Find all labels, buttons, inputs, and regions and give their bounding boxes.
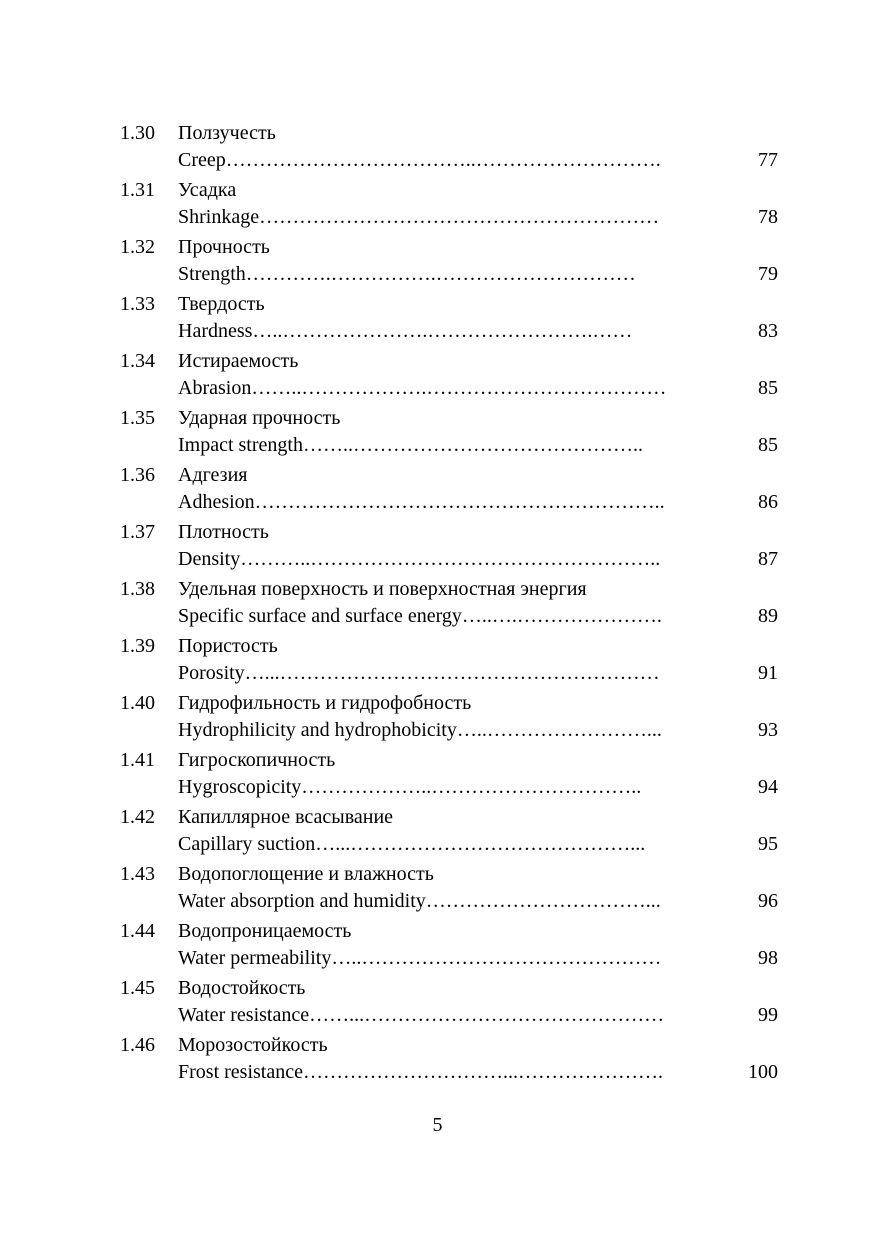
toc-entry[interactable] <box>0 860 875 917</box>
page-number: 83 <box>758 320 778 342</box>
section-title-english: Frost resistance…………………………...…………………. <box>178 1061 663 1083</box>
page-number: 85 <box>758 434 778 456</box>
page-number: 91 <box>758 662 778 684</box>
section-title-english: Abrasion……..……………….……………………………… <box>178 377 667 399</box>
section-number: 1.43 <box>120 863 155 885</box>
toc-entry[interactable] <box>0 974 875 1031</box>
page-number: 98 <box>758 947 778 969</box>
section-title-russian: Капиллярное всасывание <box>178 806 394 828</box>
section-number: 1.44 <box>120 920 155 942</box>
section-title-english: Shrinkage…………………………………………………… <box>178 206 660 228</box>
section-title-russian: Ползучесть <box>178 122 276 144</box>
section-title-russian: Гидрофильность и гидрофобность <box>178 692 472 714</box>
page-number: 79 <box>758 263 778 285</box>
section-number: 1.40 <box>120 692 155 714</box>
page-number: 94 <box>758 776 778 798</box>
section-title-english: Density………..…………………………………………….. <box>178 548 661 570</box>
page-number: 100 <box>748 1061 778 1083</box>
toc-entry[interactable] <box>0 290 875 347</box>
section-title-english: Hygroscopicity………………..………………………….. <box>178 776 642 798</box>
section-number: 1.34 <box>120 350 155 372</box>
section-title-russian: Водопроницаемость <box>178 920 352 942</box>
toc-entry[interactable] <box>0 917 875 974</box>
section-title-russian: Адгезия <box>178 464 248 486</box>
section-number: 1.42 <box>120 806 155 828</box>
section-title-english: Specific surface and surface energy…..….…………………. <box>178 605 662 627</box>
toc-entry[interactable] <box>0 632 875 689</box>
section-number: 1.45 <box>120 977 155 999</box>
toc-entry[interactable] <box>0 461 875 518</box>
section-title-russian: Гигроскопичность <box>178 749 336 771</box>
section-number: 1.36 <box>120 464 155 486</box>
section-title-english: Water resistance……...……………………………………… <box>178 1004 665 1026</box>
page-number: 89 <box>758 605 778 627</box>
toc-entry[interactable] <box>0 575 875 632</box>
section-title-english: Adhesion…………………………………………………….. <box>178 491 665 513</box>
section-title-english: Hydrophilicity and hydrophobicity…..……………………... <box>178 719 662 741</box>
section-number: 1.39 <box>120 635 155 657</box>
toc-entry[interactable] <box>0 1031 875 1088</box>
section-title-russian: Пористость <box>178 635 278 657</box>
toc-entry[interactable] <box>0 746 875 803</box>
page-number: 95 <box>758 833 778 855</box>
toc-entry[interactable] <box>0 119 875 176</box>
section-number: 1.35 <box>120 407 155 429</box>
section-number: 1.31 <box>120 179 155 201</box>
page-number: 99 <box>758 1004 778 1026</box>
section-number: 1.38 <box>120 578 155 600</box>
section-title-english: Water absorption and humidity……………………………... <box>178 890 661 912</box>
page-number: 85 <box>758 377 778 399</box>
page-number: 93 <box>758 719 778 741</box>
section-title-russian: Морозостойкость <box>178 1034 328 1056</box>
section-title-english: Porosity…...………………………………………………… <box>178 662 660 684</box>
section-number: 1.37 <box>120 521 155 543</box>
section-title-english: Capillary suction…...……………………………………... <box>178 833 646 855</box>
section-number: 1.33 <box>120 293 155 315</box>
table-of-contents <box>0 119 875 1088</box>
page-number: 77 <box>758 149 778 171</box>
section-title-russian: Плотность <box>178 521 269 543</box>
page-number: 87 <box>758 548 778 570</box>
section-title-russian: Прочность <box>178 236 270 258</box>
section-title-english: Hardness…..………………….…………………….…… <box>178 320 633 342</box>
section-title-english: Creep………………………………..………………………. <box>178 149 661 171</box>
section-number: 1.41 <box>120 749 155 771</box>
toc-entry[interactable] <box>0 803 875 860</box>
section-title-russian: Водопоглощение и влажность <box>178 863 434 885</box>
page-number: 96 <box>758 890 778 912</box>
section-number: 1.30 <box>120 122 155 144</box>
section-title-english: Strength………….…………….………………………… <box>178 263 636 285</box>
toc-entry[interactable] <box>0 404 875 461</box>
section-title-russian: Усадка <box>178 179 237 201</box>
page-number: 86 <box>758 491 778 513</box>
page-footer-number: 5 <box>432 1114 443 1136</box>
toc-entry[interactable] <box>0 176 875 233</box>
section-title-russian: Водостойкость <box>178 977 306 999</box>
section-title-english: Water permeability…..……………………………………… <box>178 947 662 969</box>
section-title-russian: Удельная поверхность и поверхностная энергия <box>178 578 587 600</box>
section-title-russian: Твердость <box>178 293 265 315</box>
section-title-russian: Ударная прочность <box>178 407 341 429</box>
section-title-russian: Истираемость <box>178 350 299 372</box>
toc-entry[interactable] <box>0 347 875 404</box>
section-number: 1.32 <box>120 236 155 258</box>
section-title-english: Impact strength……..…………………………………….. <box>178 434 643 456</box>
toc-entry[interactable] <box>0 518 875 575</box>
section-number: 1.46 <box>120 1034 155 1056</box>
toc-entry[interactable] <box>0 233 875 290</box>
page-number: 78 <box>758 206 778 228</box>
toc-entry[interactable] <box>0 689 875 746</box>
